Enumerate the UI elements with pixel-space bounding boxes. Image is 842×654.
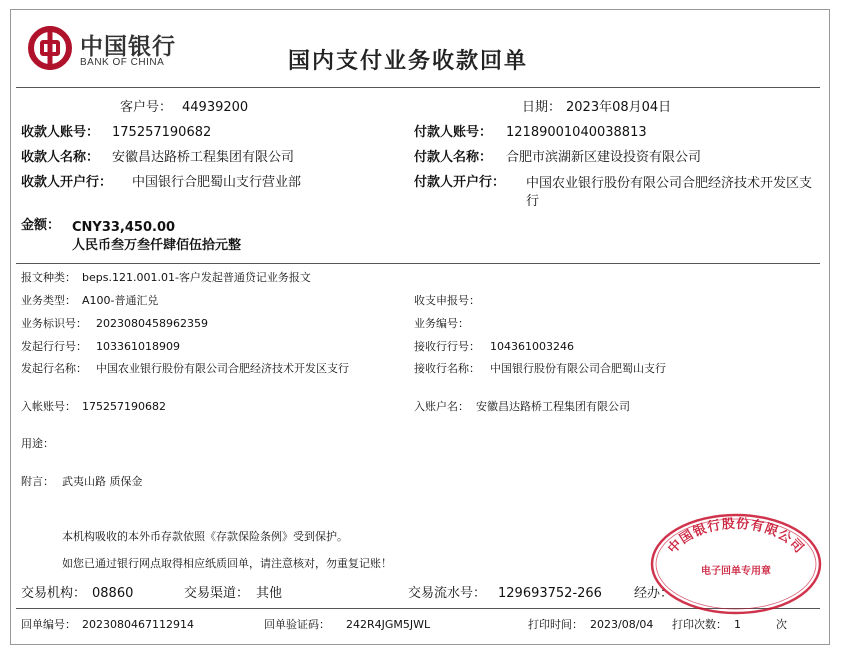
stamp-org-text: 中国银行股份有限公司 [665, 516, 807, 557]
recv-bank-name: 中国银行股份有限公司合肥蜀山支行 [490, 362, 666, 375]
bank-of-china-logo-icon [28, 26, 72, 70]
amount-value: CNY33,450.00 [72, 220, 176, 235]
print-count-unit: 次 [776, 618, 787, 631]
recv-bank-no-label: 接收行行号： [414, 340, 480, 353]
amount-label: 金额： [21, 218, 61, 233]
date-value: 2023年08月04日 [566, 100, 672, 115]
duplicate-booking-notice: 如您已通过银行网点取得相应纸质回单，请注意核对，勿重复记账！ [62, 557, 392, 570]
verify-code-label: 回单验证码： [264, 618, 330, 631]
trans-channel: 其他 [256, 586, 283, 601]
payer-account: 12189001040038813 [506, 125, 647, 140]
in-account-name-label: 入账户名： [414, 400, 469, 413]
msg-type-label: 报文种类： [21, 271, 76, 284]
in-account-name: 安徽昌达路桥工程集团有限公司 [476, 400, 630, 413]
in-account: 175257190682 [82, 400, 166, 413]
payer-name: 合肥市滨湖新区建设投资有限公司 [506, 150, 702, 165]
trans-org-label: 交易机构： [21, 586, 87, 601]
trans-handler-label: 经办： [634, 586, 674, 601]
trans-channel-label: 交易渠道： [184, 586, 250, 601]
divider-middle [16, 263, 820, 264]
biz-type-label: 业务类型： [21, 294, 76, 307]
payee-bank-label: 收款人开户行： [21, 175, 113, 190]
payee-account-label: 收款人账号： [21, 125, 100, 140]
note: 武夷山路 质保金 [62, 475, 143, 488]
orig-bank-no: 103361018909 [96, 340, 180, 353]
payer-name-label: 付款人名称： [414, 150, 493, 165]
payee-name: 安徽昌达路桥工程集团有限公司 [112, 150, 295, 165]
print-time: 2023/08/04 [590, 618, 654, 631]
trans-org: 08860 [92, 586, 134, 601]
customer-no: 44939200 [182, 100, 249, 115]
receipt-title: 国内支付业务收款回单 [288, 49, 529, 74]
bank-name-en: BANK OF CHINA [80, 57, 165, 68]
payee-bank: 中国银行合肥蜀山支行营业部 [132, 175, 302, 190]
recv-bank-no: 104361003246 [490, 340, 574, 353]
in-account-label: 入帐账号： [21, 400, 76, 413]
date-label: 日期： [522, 100, 562, 115]
payee-name-label: 收款人名称： [21, 150, 100, 165]
payer-account-label: 付款人账号： [414, 125, 493, 140]
declaration-label: 收支申报号： [414, 294, 480, 307]
orig-bank-name-label: 发起行名称： [21, 362, 87, 375]
stamp-purpose-text: 电子回单专用章 [701, 566, 771, 577]
amount-uppercase: 人民币叁万叁仟肆佰伍拾元整 [72, 238, 242, 253]
msg-type: beps.121.001.01-客户发起普通贷记业务报文 [82, 271, 311, 284]
purpose-label: 用途： [21, 437, 54, 450]
biz-id: 2023080458962359 [96, 317, 208, 330]
deposit-insurance-notice: 本机构吸收的本外币存款依照《存款保险条例》受到保护。 [62, 530, 348, 543]
payer-bank: 中国农业银行股份有限公司合肥经济技术开发区支行 [526, 176, 813, 209]
orig-bank-no-label: 发起行行号： [21, 340, 87, 353]
note-label: 附言： [21, 475, 54, 488]
electronic-receipt-stamp [648, 512, 824, 616]
receipt-no: 2023080467112914 [82, 618, 194, 631]
print-count: 1 [734, 618, 741, 631]
trans-serial: 129693752-266 [498, 586, 602, 601]
payer-bank-label: 付款人开户行： [414, 175, 506, 190]
recv-bank-name-label: 接收行名称： [414, 362, 480, 375]
divider-top [16, 87, 820, 88]
customer-no-label: 客户号： [120, 100, 173, 115]
payee-account: 175257190682 [112, 125, 212, 140]
biz-id-label: 业务标识号： [21, 317, 87, 330]
print-time-label: 打印时间： [528, 618, 583, 631]
orig-bank-name: 中国农业银行股份有限公司合肥经济技术开发区支行 [96, 362, 349, 375]
verify-code: 242R4JGM5JWL [346, 618, 431, 631]
bank-name-cn: 中国银行 [80, 33, 176, 60]
biz-type: A100-普通汇兑 [82, 294, 159, 307]
receipt-no-label: 回单编号： [21, 618, 76, 631]
print-count-label: 打印次数： [672, 618, 727, 631]
trans-serial-label: 交易流水号： [408, 586, 487, 601]
biz-no-label: 业务编号： [414, 317, 469, 330]
